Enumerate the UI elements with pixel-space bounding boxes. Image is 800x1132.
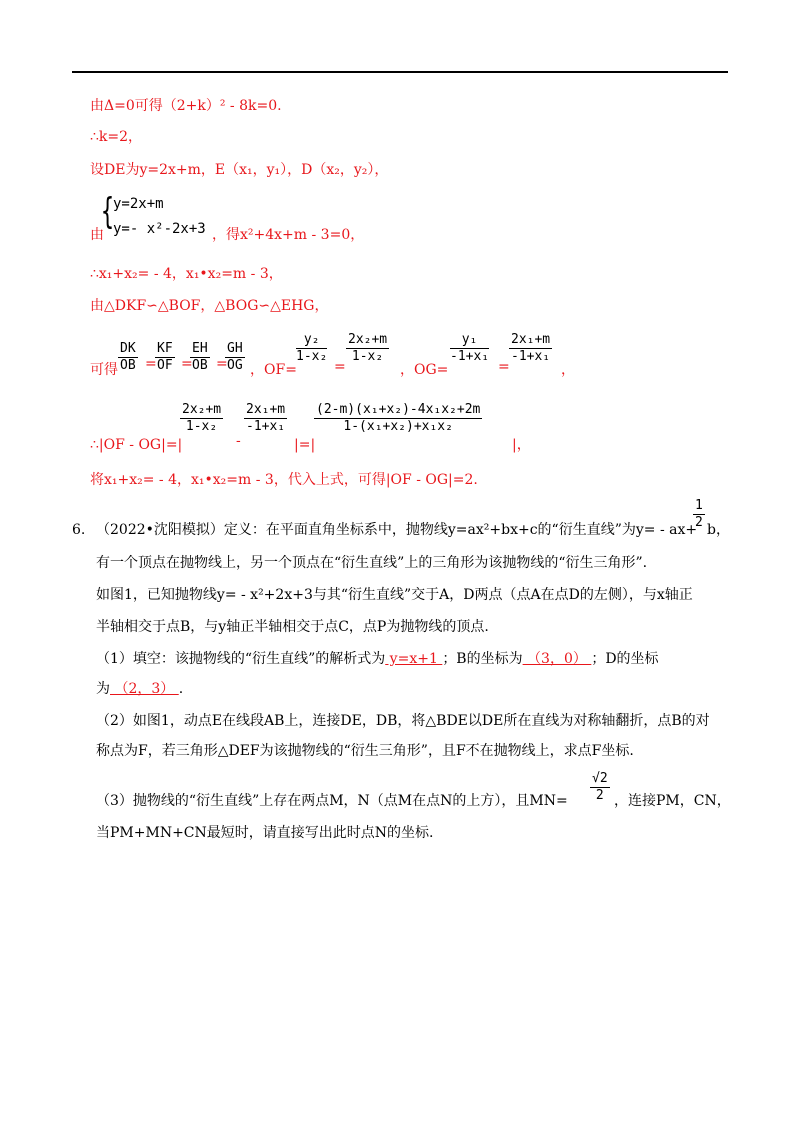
solution-line-6: 由△DKF∽△BOF，△BOG∽△EHG，	[90, 298, 329, 314]
question-1-d-label: ；D的坐标	[591, 651, 659, 667]
question-2-line-1: （2）如图1，动点E在线段AB上，连接DE，DB，将△BDE以DE所在直线为对称轴翻折，点B的对	[96, 713, 710, 729]
solution-line-1: 由Δ=0可得（2+k）² - 8k=0.	[90, 98, 282, 114]
problem-line-1-end: b，	[707, 522, 730, 538]
answer-derived-line: y=x+1	[385, 651, 443, 667]
comma: ，	[561, 362, 575, 378]
header-rule	[72, 71, 728, 73]
solution-line-4-prefix: 由	[90, 227, 104, 243]
fraction-y1: $\frac{\text{y₁}}{\text{-1+x₁}}$	[450, 332, 490, 364]
equals-sign: =	[498, 359, 510, 375]
solution-line-9: 将x₁+x₂= - 4，x₁•x₂=m - 3，代入上式，可得|OF - OG|=2.	[90, 472, 478, 488]
system-brace: {	[100, 191, 115, 232]
problem-line-3: 如图1，已知抛物线y= - x²+2x+3与其“衍生直线”交于A，D两点（点A在点D的左侧），与x轴正	[96, 587, 693, 603]
solution-line-8-prefix: ∴|OF - OG|=|	[90, 437, 183, 453]
question-1-b-label: ；B的坐标为	[442, 651, 523, 667]
fraction-b: $\frac{\text{2x₁+m}}{\text{-1+x₁}}$	[246, 402, 286, 434]
problem-line-2: 有一个顶点在抛物线上，另一个顶点在“衍生直线”上的三角形为该抛物线的“衍生三角形”.	[96, 555, 648, 571]
problem-number: 6.	[72, 522, 86, 538]
solution-line-2: ∴k=2，	[90, 129, 143, 145]
equals-sign: =	[334, 359, 346, 375]
system-eq-1: y=2x+m	[113, 196, 164, 212]
fraction-dk-ob: $\frac{DK}{OB}$	[120, 341, 136, 373]
problem-line-4: 半轴相交于点B，与y轴正半轴相交于点C，点P为抛物线的顶点.	[96, 619, 489, 635]
question-1-wei: 为	[96, 681, 110, 697]
equals-sign: =	[216, 356, 228, 372]
question-1-period: .	[178, 681, 184, 697]
fraction-2x2m: $\frac{\text{2x₂+m}}{\text{1-x₂}}$	[348, 332, 388, 364]
question-3-line-1: （3）抛物线的“衍生直线”上存在两点M，N（点M在点N的上方），且MN=	[96, 793, 568, 809]
question-3-line-2: 当PM+MN+CN最短时，请直接写出此时点N的坐标.	[96, 825, 434, 841]
og-label: ，OG=	[400, 362, 449, 378]
fraction-eh-ob: $\frac{EH}{OB}$	[192, 341, 208, 373]
fraction-gh-og: $\frac{GH}{OG}$	[227, 341, 243, 373]
problem-line-1: （2022•沈阳模拟）定义：在平面直角坐标系中，抛物线y=ax²+bx+c的“衍生直线”为y= - ax+	[96, 522, 698, 538]
question-1-cont	[96, 680, 183, 698]
question-2-line-2: 称点为F，若三角形△DEF为该抛物线的“衍生三角形”，且F不在抛物线上，求点F坐标.	[96, 743, 634, 759]
fraction-a: $\frac{\text{2x₂+m}}{\text{1-x₂}}$	[182, 402, 222, 434]
minus-sign: -	[236, 433, 241, 449]
fraction-kf-of: $\frac{KF}{OF}$	[157, 341, 173, 373]
equals-sign: =	[181, 356, 193, 372]
equals-sign: =	[145, 356, 157, 372]
question-1	[96, 650, 659, 668]
of-label: ，OF=	[250, 362, 297, 378]
fraction-2x1m: $\frac{\text{2x₁+m}}{\text{-1+x₁}}$	[511, 332, 551, 364]
solution-line-7-prefix: 可得	[90, 362, 118, 378]
system-eq-2: y=- x²-2x+3	[113, 221, 206, 237]
fraction-half: $\frac{1}{2}$	[695, 498, 703, 530]
abs-equals: |=|	[294, 437, 316, 453]
fraction-y2: $\frac{\text{y₂}}{\text{1-x₂}}$	[296, 332, 328, 364]
solution-line-5: ∴x₁+x₂= - 4，x₁•x₂=m - 3，	[90, 266, 283, 282]
abs-close: |，	[512, 437, 531, 453]
question-1-text: （1）填空：该抛物线的“衍生直线”的解析式为	[96, 651, 386, 667]
fraction-c: $\frac{\text{(2-m)(x₁+x₂)-4x₁x₂+2m}}{\text{1-(x₁+x₂)+x₁x₂}}$	[316, 402, 481, 434]
question-3-line-1-end: ，连接PM，CN，	[614, 793, 731, 809]
solution-line-4: ，得x²+4x+m - 3=0，	[212, 227, 365, 243]
answer-d-coordinate: （2，3）	[110, 681, 179, 697]
solution-line-3: 设DE为y=2x+m，E（x₁，y₁），D（x₂，y₂），	[90, 162, 389, 178]
fraction-sqrt2-over-2: $\frac{√2}{2}$	[592, 771, 608, 803]
answer-b-coordinate: （3，0）	[522, 651, 592, 667]
